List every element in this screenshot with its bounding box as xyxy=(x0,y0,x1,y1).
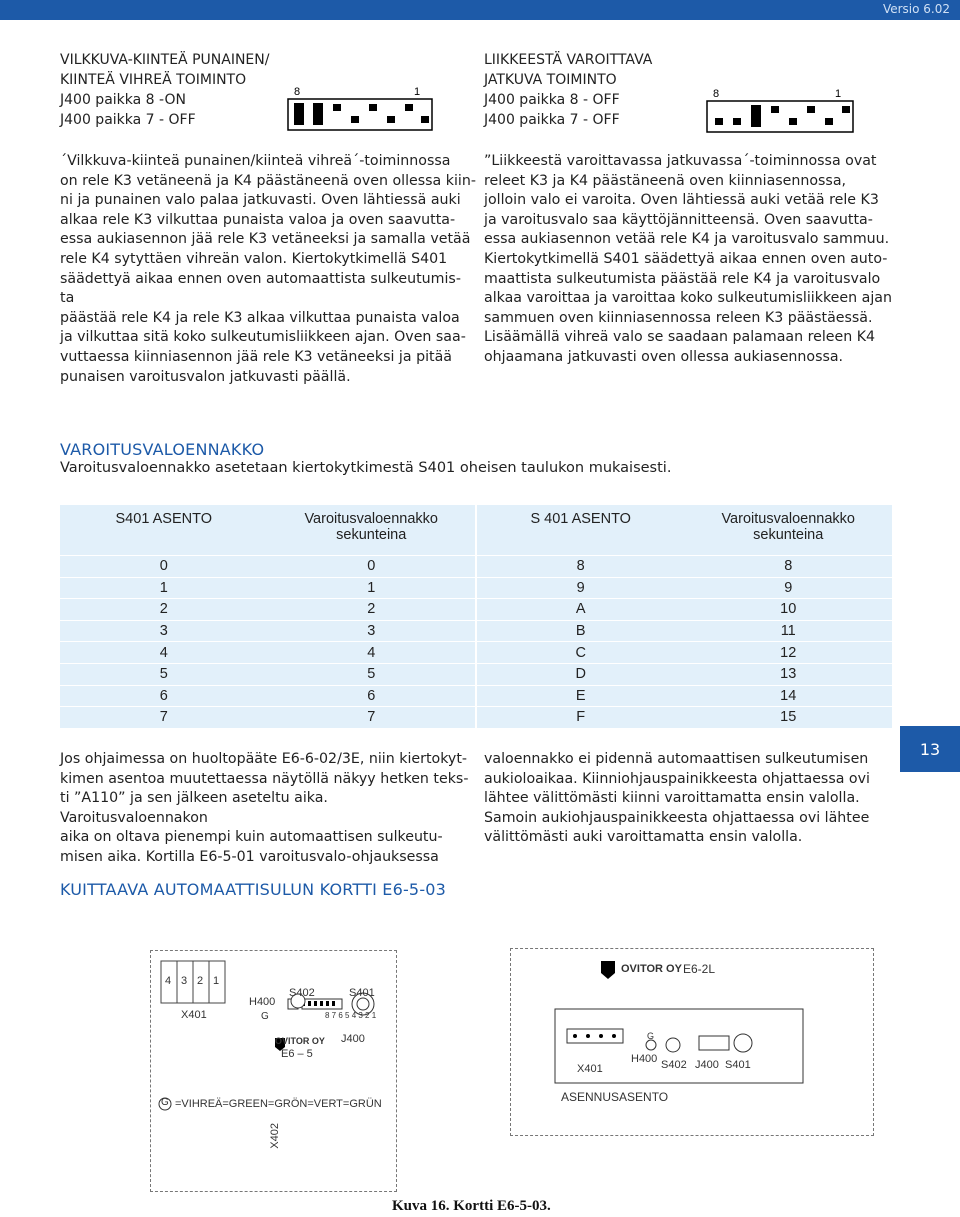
s401-label: S401 xyxy=(349,987,375,999)
left-heading-line-1: VILKKUVA-KIINTEÄ PUNAINEN/ xyxy=(60,52,270,68)
left-body-line: on rele K3 vetäneenä ja K4 päästäneenä oven ollessa kiin- xyxy=(60,172,476,189)
left-heading-line-3: J400 paikka 8 -ON xyxy=(60,92,186,108)
table-cell: 1 xyxy=(60,577,267,599)
table-header-seconds-line2: sekunteina xyxy=(336,527,407,543)
x402-label: X402 xyxy=(269,1123,281,1149)
table-header-s401: S401 ASENTO xyxy=(60,505,267,556)
table-row xyxy=(60,599,892,621)
table-row xyxy=(60,685,892,707)
bottom-left-line: kimen asentoa muutettaessa näytöllä näkyy hetken teks- xyxy=(60,770,469,787)
x401-label: X401 xyxy=(181,1009,207,1021)
kuittaava-title: KUITTAAVA AUTOMAATTISULUN KORTTI E6-5-03 xyxy=(60,880,447,899)
right-body-line: releet K3 ja K4 päästäneenä oven kiinniasennossa, xyxy=(484,172,847,189)
table-cell: 9 xyxy=(477,577,684,599)
e6-label: E6 – 5 xyxy=(281,1048,313,1060)
board-right-s402: S402 xyxy=(661,1059,687,1071)
s401-table xyxy=(60,505,892,728)
right-body-line: alkaa varoittaa ja varoittaa koko sulkeutumisliikkeen ajan xyxy=(484,290,892,307)
j400-label: J400 xyxy=(341,1033,365,1045)
board-right-g: G xyxy=(647,1031,655,1041)
table-row xyxy=(60,620,892,642)
right-body-line: sammuen oven kiinniasennossa releen K3 päästäessä. xyxy=(484,309,873,326)
version-label: Versio 6.02 xyxy=(882,2,950,16)
table-cell: 3 xyxy=(267,620,474,642)
left-heading-line-2: KIINTEÄ VIHREÄ TOIMINTO xyxy=(60,72,247,88)
terminal-1: 1 xyxy=(213,975,220,987)
board-right-model: E6-2L xyxy=(683,962,716,976)
left-body-line: päästää rele K4 ja rele K3 alkaa vilkuttaa punaista valoa xyxy=(60,309,460,326)
table-cell: 5 xyxy=(60,663,267,685)
g-label: G xyxy=(261,1011,269,1022)
table-row xyxy=(60,707,892,728)
table-cell: E xyxy=(477,685,684,707)
table-cell: A xyxy=(477,599,684,621)
table-cell: C xyxy=(477,642,684,664)
bottom-right-line: välittömästi auki varoittamatta ensin valolla. xyxy=(484,829,803,846)
board-right xyxy=(510,948,874,1136)
left-body-line: säädettyä aikaa ennen oven automaattista sulkeutumis- xyxy=(60,270,461,287)
left-body-line: rele K4 sytyttäen vihreän valon. Kiertokytkimellä S401 xyxy=(60,250,448,267)
varoitus-title: VAROITUSVALOENNAKKO xyxy=(60,440,265,459)
bottom-right-line: lähtee välittömästi kiinni varoittamatta ensin valolla. xyxy=(484,790,860,807)
right-body-line: ohjaamana jatkuvasti oven ollessa aukiasennossa. xyxy=(484,348,844,365)
left-body-text xyxy=(60,152,480,387)
right-heading-line-1: LIIKKEESTÄ VAROITTAVA xyxy=(484,52,653,68)
table-cell: 4 xyxy=(60,642,267,664)
varoitus-subtitle: Varoitusvaloennakko asetetaan kiertokytkimestä S401 oheisen taulukon mukaisesti. xyxy=(60,460,672,476)
right-body-line: Lisäämällä vihreä valo se saadaan palamaan releen K4 xyxy=(484,329,876,346)
left-body-line: vuttaessa kiinniasennon jää rele K3 vetäneeksi ja pitää xyxy=(60,348,452,365)
right-heading-line-2: JATKUVA TOIMINTO xyxy=(484,72,617,88)
table-cell: 7 xyxy=(267,707,474,728)
table-cell: 7 xyxy=(60,707,267,728)
right-body-line: ”Liikkeestä varoittavassa jatkuvassa´-toiminnossa ovat xyxy=(484,153,877,169)
right-dip-label-1: 1 xyxy=(835,88,842,100)
table-cell: 2 xyxy=(267,599,474,621)
h400-label: H400 xyxy=(249,996,276,1008)
table-row xyxy=(60,642,892,664)
board-right-h400: H400 xyxy=(631,1053,658,1065)
right-heading-line-3: J400 paikka 8 - OFF xyxy=(484,92,620,108)
green-legend: =VIHREÄ=GREEN=GRÖN=VERT=GRÜN xyxy=(175,1098,382,1110)
table-cell: 0 xyxy=(60,556,267,578)
left-dip-label-8: 8 xyxy=(294,86,301,98)
table-cell: 11 xyxy=(684,620,892,642)
table-header-seconds-b-line1: Varoitusvaloennakko xyxy=(721,511,855,527)
table-cell: 0 xyxy=(267,556,474,578)
figure-caption: Kuva 16. Kortti E6-5-03. xyxy=(392,1198,551,1214)
table-cell: 9 xyxy=(684,577,892,599)
left-body-line: alkaa rele K3 vilkuttaa punaista valoa ja oven saavutta- xyxy=(60,211,456,228)
table-cell: 6 xyxy=(60,685,267,707)
board-right-graphics xyxy=(511,949,873,1135)
table-header-seconds xyxy=(267,505,474,556)
table-cell: 13 xyxy=(684,663,892,685)
left-heading-line-4: J400 paikka 7 - OFF xyxy=(60,112,196,128)
table-header-s401-b: S 401 ASENTO xyxy=(477,505,684,556)
table-cell: 14 xyxy=(684,685,892,707)
table-header-seconds-b xyxy=(684,505,892,556)
table-cell: 5 xyxy=(267,663,474,685)
table-header-row xyxy=(60,505,892,556)
right-dip-switch xyxy=(705,86,855,134)
right-heading-line-4: J400 paikka 7 - OFF xyxy=(484,112,620,128)
table-row xyxy=(60,663,892,685)
table-cell: B xyxy=(477,620,684,642)
table-cell: 12 xyxy=(684,642,892,664)
bottom-right-line: Samoin aukiohjauspainikkeesta ohjattaessa ovi lähtee xyxy=(484,809,870,826)
dip-numbers: 8 7 6 5 4 3 2 1 xyxy=(325,1011,377,1020)
bottom-left-line: misen aika. Kortilla E6-5-01 varoitusvalo-ohjauksessa xyxy=(60,848,439,865)
table-header-seconds-line1: Varoitusvaloennakko xyxy=(304,511,438,527)
terminal-3: 3 xyxy=(181,975,188,987)
table-cell: 6 xyxy=(267,685,474,707)
terminal-2: 2 xyxy=(197,975,204,987)
bottom-left-line: ti ”A110” ja sen jälkeen aseteltu aika. Varoitusvaloennakon xyxy=(60,790,328,826)
table-cell: 4 xyxy=(267,642,474,664)
right-body-line: jolloin valo ei varoita. Oven lähtiessä auki vetää rele K3 xyxy=(484,192,879,209)
page-number: 13 xyxy=(900,726,960,772)
left-dip-label-1: 1 xyxy=(414,86,421,98)
right-body-line: maattista sulkeutumista päästää rele K4 ja varoitusvalo xyxy=(484,270,881,287)
bottom-left-line: aika on oltava pienempi kuin automaattisen sulkeutu- xyxy=(60,829,443,846)
bottom-left-line: Jos ohjaimessa on huoltopääte E6-6-02/3E, niin kiertokyt- xyxy=(60,751,468,767)
left-heading xyxy=(60,50,269,130)
board-right-s401: S401 xyxy=(725,1059,751,1071)
bottom-right-line: valoennakko ei pidennä automaattisen sulkeutumisen xyxy=(484,751,869,767)
legend-g: G xyxy=(161,1097,169,1108)
s402-label: S402 xyxy=(289,987,315,999)
bottom-right-text xyxy=(484,750,884,848)
table-cell: 10 xyxy=(684,599,892,621)
table-cell: F xyxy=(477,707,684,728)
left-body-line: essa aukiasennon jää rele K3 vetäneeksi ja samalla vetää xyxy=(60,231,471,248)
table-cell: 8 xyxy=(477,556,684,578)
table-cell: 2 xyxy=(60,599,267,621)
board-right-j400: J400 xyxy=(695,1059,719,1071)
top-bar xyxy=(0,0,960,20)
right-body-text xyxy=(484,152,904,368)
right-body-line: ja varoitusvalo saa käyttöjännitteensä. Oven saavutta- xyxy=(484,211,873,228)
right-body-line: Kiertokytkimellä S401 säädettyä aikaa ennen oven auto- xyxy=(484,250,888,267)
right-body-line: essa aukiasennon vetää rele K4 ja varoitusvalo sammuu. xyxy=(484,231,890,248)
right-heading xyxy=(484,50,652,130)
board-left xyxy=(150,950,397,1192)
left-dip-switch xyxy=(286,84,434,132)
left-body-line: ja vilkuttaa sitä koko sulkeutumisliikkeen ajan. Oven saa- xyxy=(60,329,466,346)
left-body-line: ta xyxy=(60,290,75,307)
terminal-4: 4 xyxy=(165,975,172,987)
bottom-right-line: aukioloaikaa. Kiinniohjauspainikkeesta ohjattaessa ovi xyxy=(484,770,870,787)
asennusasento-label: ASENNUSASENTO xyxy=(561,1090,669,1104)
board-right-logo: OVITOR OY xyxy=(621,963,682,975)
bottom-left-text xyxy=(60,750,480,868)
board-left-logo: OVITOR OY xyxy=(275,1036,325,1046)
left-body-line: ni ja punainen valo palaa jatkuvasti. Oven lähtiessä auki xyxy=(60,192,461,209)
table-cell: 1 xyxy=(267,577,474,599)
left-body-line: punaisen varoitusvalon jatkuvasti päällä. xyxy=(60,368,351,385)
left-body-line: ´Vilkkuva-kiinteä punainen/kiinteä vihreä´-toiminnossa xyxy=(60,153,451,169)
board-right-x401: X401 xyxy=(577,1063,603,1075)
table-cell: 3 xyxy=(60,620,267,642)
table-header-seconds-b-line2: sekunteina xyxy=(753,527,824,543)
right-dip-label-8: 8 xyxy=(713,88,720,100)
table-row xyxy=(60,577,892,599)
table-cell: 15 xyxy=(684,707,892,728)
table-cell: 8 xyxy=(684,556,892,578)
table-row xyxy=(60,556,892,578)
table-cell: D xyxy=(477,663,684,685)
